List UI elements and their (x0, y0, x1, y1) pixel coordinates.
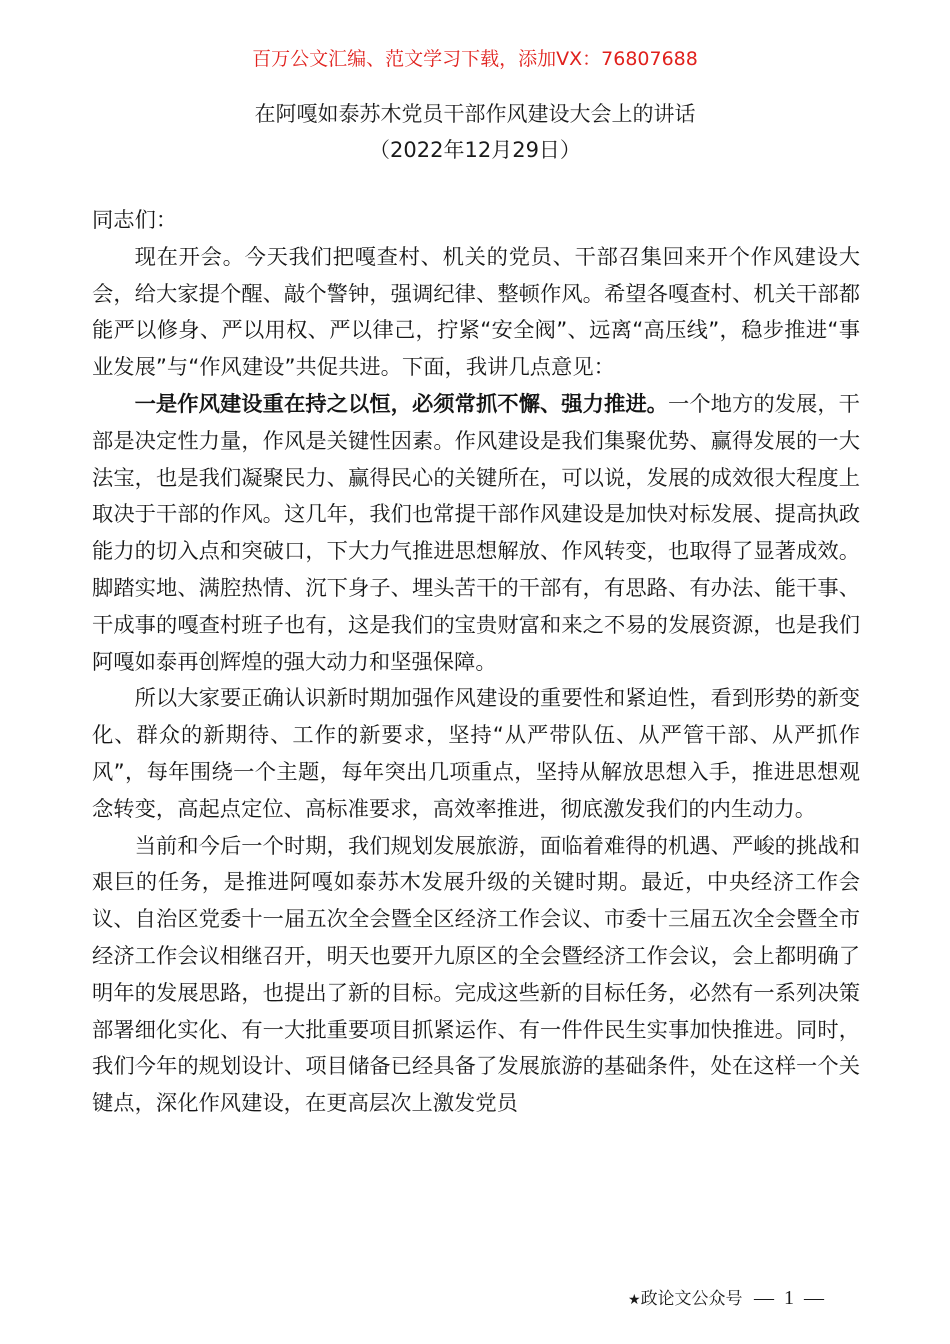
paragraph-point-one (92, 387, 860, 681)
paragraph-text: 当前和今后一个时期，我们规划发展旅游，面临着难得的机遇、严峻的挑战和艰巨的任务，是推进阿嘎如泰苏木发展升级的关键时期。最近，中央经济工作会议、自治区党委十一届五次全会暨全区经济工作会议、市委十三届五次全会暨全市经济工作会议相继召开，明天也要开九原区的全会暨经济工作会议，会上都明确了明年的发展思路，也提出了新的目标。完成这些新的目标任务，必然有一系列决策部署细化实化、有一大批重要项目抓紧运作、有一件件民生实事加快推进。同时，我们今年的规划设计、项目储备已经具备了发展旅游的基础条件，处在这样一个关键点，深化作风建设，在更高层次上激发党员 (92, 833, 860, 1117)
paragraph-text: 一个地方的发展，干部是决定性力量，作风是关键性因素。作风建设是我们集聚优势、赢得发展的一大法宝，也是我们凝聚民力、赢得民心的关键所在，可以说，发展的成效很大程度上取决于干部的作风。这几年，我们也常提干部作风建设是加快对标发展、提高执政能力的切入点和突破口，下大力气推进思想解放、作风转变，也取得了显著成效。脚踏实地、满腔热情、沉下身子、埋头苦干的干部有，有思路、有办法、能干事、干成事的嘎查村班子也有，这是我们的宝贵财富和来之不易的发展资源，也是我们阿嘎如泰再创辉煌的强大动力和坚强保障。 (92, 391, 860, 675)
page-dash-right: — (803, 1287, 824, 1309)
page-dash-left: — (753, 1287, 774, 1309)
paragraph-opening (92, 240, 860, 387)
page-number-indicator (754, 1287, 824, 1309)
paragraph-text: 所以大家要正确认识新时期加强作风建设的重要性和紧迫性，看到形势的新变化、群众的新期待、工作的新要求，坚持“从严带队伍、从严管干部、从严抓作风”，每年围绕一个主题，每年突出几项重点，坚持从解放思想入手，推进思想观念转变，高起点定位、高标准要求，高效率推进，彻底激发我们的内生动力。 (92, 686, 860, 822)
page-number: 1 (783, 1287, 794, 1309)
page-footer (628, 1284, 824, 1310)
watermark-banner: 百万公文汇编、范文学习下载，添加VX：76807688 (252, 48, 698, 70)
paragraph-bold-lead: 一是作风建设重在持之以恒，必须常抓不懈、强力推进。 (134, 391, 668, 417)
star-icon: ★ (628, 1292, 641, 1308)
paragraph-awareness (92, 681, 860, 828)
salutation: 同志们： (92, 208, 178, 233)
paragraph-text: 现在开会。今天我们把嘎查村、机关的党员、干部召集回来开个作风建设大会，给大家提个醒、敲个警钟，强调纪律、整顿作风。希望各嘎查村、机关干部都能严以修身、严以用权、严以律己，拧紧“安全阀”、远离“高压线”，稳步推进“事业发展”与“作风建设”共促共进。下面，我讲几点意见： (92, 244, 860, 381)
document-date: （2022年12月29日） (369, 138, 581, 162)
paragraph-current-period (92, 829, 860, 1123)
footer-source: 政论文公众号 (640, 1289, 743, 1309)
document-title: 在阿嘎如泰苏木党员干部作风建设大会上的讲话 (254, 102, 696, 126)
document-body (92, 203, 860, 1123)
